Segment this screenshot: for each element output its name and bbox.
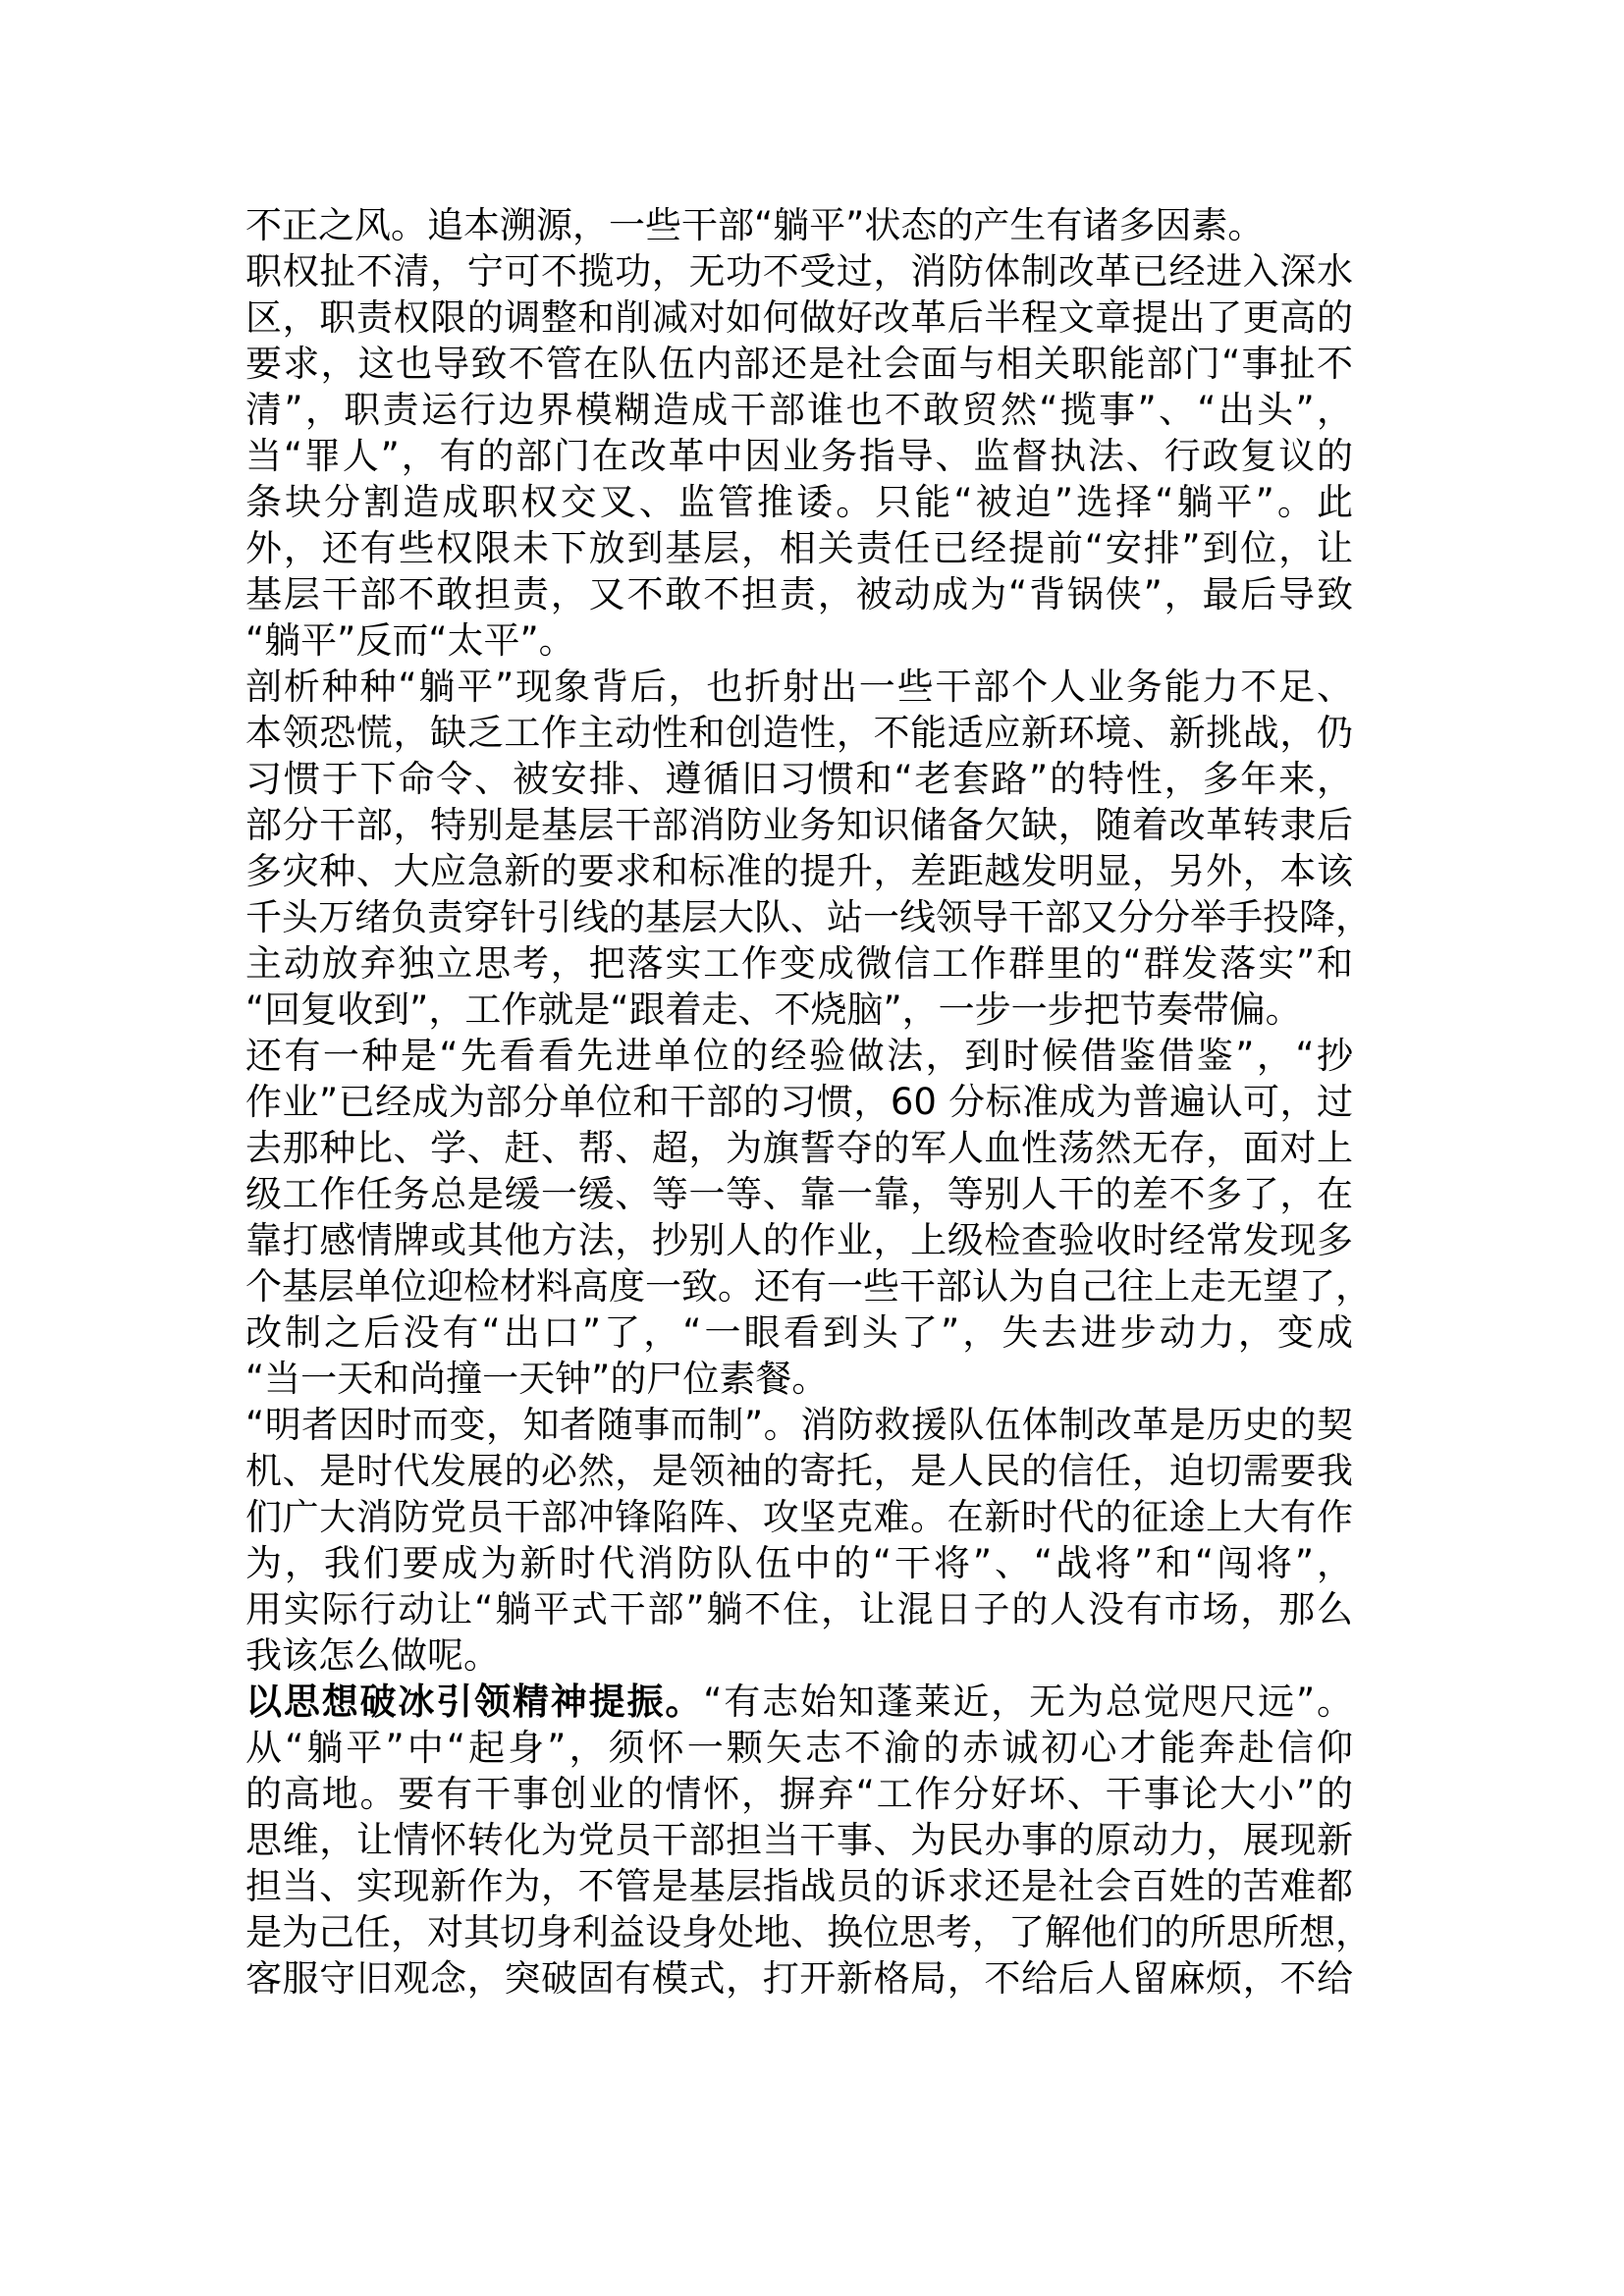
text-line: 还有一种是“先看看先进单位的经验做法，到时候借鉴借鉴”，“抄 [245,1035,1353,1077]
text-line: 主动放弃独立思考，把落实工作变成微信工作群里的“群发落实”和 [245,942,1353,985]
paragraph [245,1679,1372,2002]
text-line: 外，还有些权限未下放到基层，相关责任已经提前“安排”到位，让 [245,527,1353,569]
text-line: 千头万绪负责穿针引线的基层大队、站一线领导干部又分分举手投降， [245,896,1372,938]
text-line: 职权扯不清，宁可不揽功，无功不受过，消防体制改革已经进入深水 [245,250,1353,293]
text-line: 区，职责权限的调整和削减对如何做好改革后半程文章提出了更高的 [245,296,1353,339]
paragraph [245,1402,1353,1679]
text-line: 清”，职责运行边界模糊造成干部谁也不敢贸然“揽事”、“出头”， [245,389,1353,431]
text-line: 作业”已经成为部分单位和干部的习惯，60 分标准成为普遍认可，过 [245,1081,1353,1123]
text-line: “回复收到”，工作就是“跟着走、不烧脑”，一步一步把节奏带偏。 [245,988,1302,1031]
text-line: 担当、实现新作为，不管是基层指战员的诉求还是社会百姓的苦难都 [245,1865,1353,1907]
text-line: 部分干部，特别是基层干部消防业务知识储备欠缺，随着改革转隶后 [245,804,1353,846]
text-line: 我该怎么做呢。 [245,1634,500,1677]
text-line: 思维，让情怀转化为党员干部担当干事、为民办事的原动力，展现新 [245,1819,1353,1861]
paragraph [245,1033,1372,1402]
text-line: 的高地。要有干事创业的情怀，摒弃“工作分好坏、干事论大小”的 [245,1773,1353,1815]
text-line: 机、是时代发展的必然，是领袖的寄托，是人民的信任，迫切需要我 [245,1450,1353,1492]
text-line: 从“躺平”中“起身”，须怀一颗矢志不渝的赤诚初心才能奔赴信仰 [245,1727,1353,1769]
text-line: 多灾种、大应急新的要求和标准的提升，差距越发明显，另外，本该 [245,850,1353,892]
text-line: 当“罪人”，有的部门在改革中因业务指导、监督执法、行政复议的 [245,435,1353,477]
text-line: “明者因时而变，知者随事而制”。消防救援队伍体制改革是历史的契 [245,1404,1353,1446]
text-line: 是为己任，对其切身利益设身处地、换位思考，了解他们的所思所想， [245,1911,1372,1953]
text-line: 要求，这也导致不管在队伍内部还是社会面与相关职能部门“事扯不 [245,343,1353,385]
section-heading: 以思想破冰引领精神提振。 [245,1681,704,1723]
paragraph [245,248,1353,664]
text-line: 用实际行动让“躺平式干部”躺不住，让混日子的人没有市场，那么 [245,1588,1353,1630]
text-line: 靠打感情牌或其他方法，抄别人的作业，上级检查验收时经常发现多 [245,1219,1353,1261]
text-line: “躺平”反而“太平”。 [245,619,575,662]
text-line: 不正之风。追本溯源，一些干部“躺平”状态的产生有诸多因素。 [245,204,1265,246]
paragraph [245,202,1353,248]
document-body [245,202,1372,2002]
paragraph [245,664,1372,1033]
text-line: 剖析种种“躺平”现象背后，也折射出一些干部个人业务能力不足、 [245,666,1353,708]
text-line: 基层干部不敢担责，又不敢不担责，被动成为“背锅侠”，最后导致 [245,573,1353,615]
text-line: 为，我们要成为新时代消防队伍中的“干将”、“战将”和“闯将”， [245,1542,1353,1584]
heading-quote: “有志始知蓬莱近，无为总觉咫尺远”。 [703,1681,1353,1723]
text-line: 们广大消防党员干部冲锋陷阵、攻坚克难。在新时代的征途上大有作 [245,1496,1353,1538]
text-line: 级工作任务总是缓一缓、等一等、靠一靠，等别人干的差不多了，在 [245,1173,1353,1215]
text-line [245,1679,1353,1725]
text-line: 去那种比、学、赶、帮、超，为旗誓夺的军人血性荡然无存，面对上 [245,1127,1353,1169]
text-line: 客服守旧观念，突破固有模式，打开新格局，不给后人留麻烦，不给 [245,1957,1353,2000]
text-line: 个基层单位迎检材料高度一致。还有一些干部认为自己往上走无望了， [245,1265,1372,1308]
text-line: 条块分割造成职权交叉、监管推诿。只能“被迫”选择“躺平”。此 [245,481,1353,523]
text-line: 改制之后没有“出口”了，“一眼看到头了”，失去进步动力，变成 [245,1311,1353,1354]
text-line: 本领恐慌，缺乏工作主动性和创造性，不能适应新环境、新挑战，仍 [245,712,1353,754]
text-line: 习惯于下命令、被安排、遵循旧习惯和“老套路”的特性，多年来， [245,758,1353,800]
text-line: “当一天和尚撞一天钟”的尸位素餐。 [245,1358,829,1400]
